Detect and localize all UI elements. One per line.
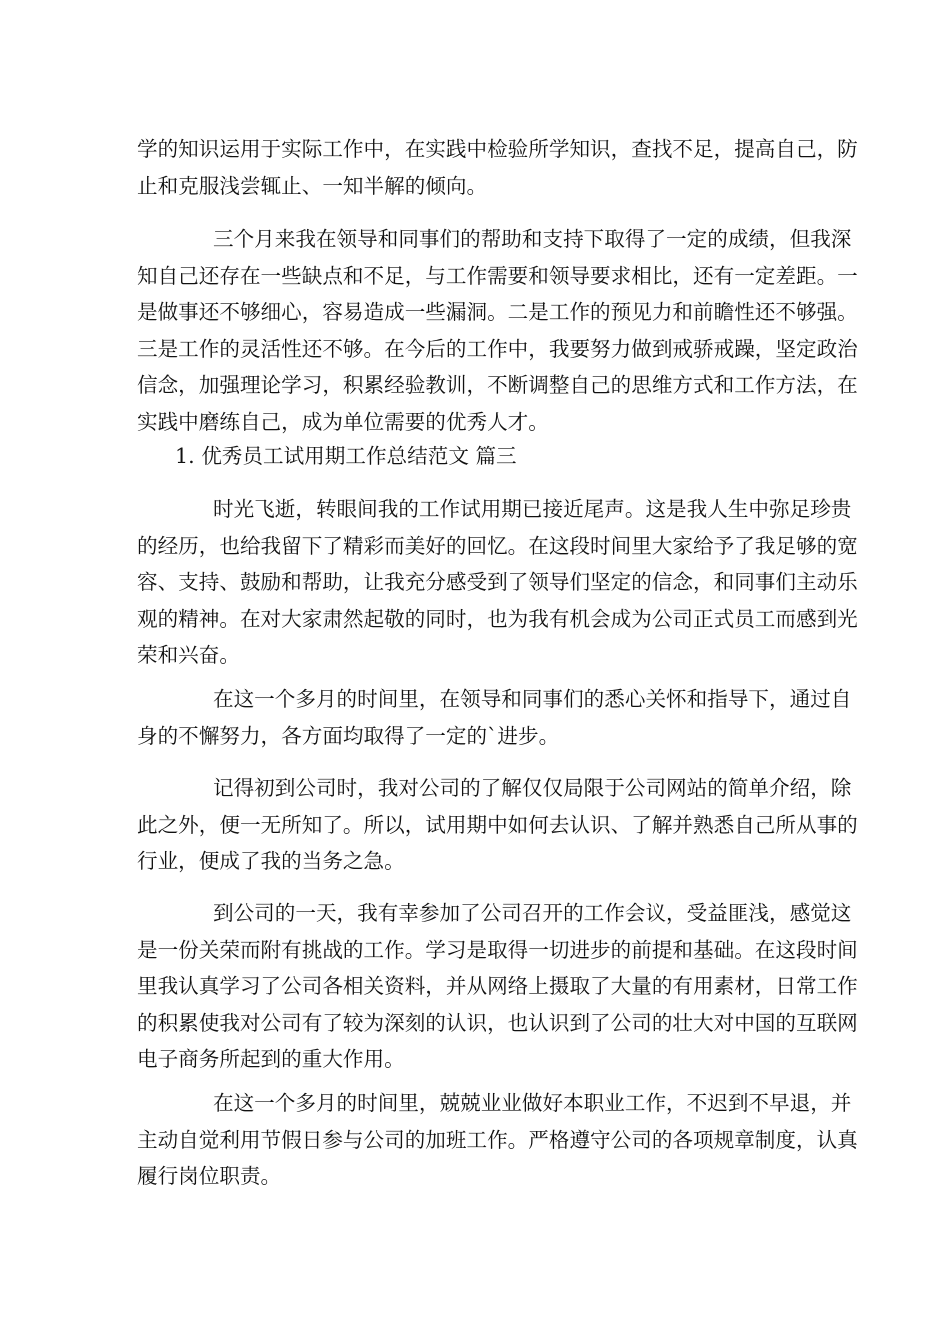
- text-line: 的经历，也给我留下了精彩而美好的回忆。在这段时间里大家给予了我足够的宽: [137, 533, 858, 558]
- text-line: 实践中磨练自己，成为单位需要的优秀人才。: [137, 409, 549, 434]
- text-line: 容、支持、鼓励和帮助，让我充分感受到了领导们坚定的信念，和同事们主动乐: [137, 570, 858, 594]
- text-line: 记得初到公司时，我对公司的了解仅仅局限于公司网站的简单介绍，除: [213, 776, 852, 800]
- paragraph: [137, 681, 852, 754]
- text-line: 里我认真学习了公司各相关资料，并从网络上摄取了大量的有用素材，日常工作: [137, 974, 858, 998]
- text-line: 身的不懈努力，各方面均取得了一定的`进步。: [137, 723, 560, 748]
- text-line: 止和克服浅尝辄止、一知半解的倾向。: [137, 173, 488, 198]
- text-line: 此之外，便一无所知了。所以，试用期中如何去认识、了解并熟悉自己所从事的: [137, 812, 858, 837]
- paragraph: [137, 1085, 858, 1195]
- text-line: 是一份关荣而附有挑战的工作。学习是取得一切进步的前提和基础。在这段时间: [137, 937, 858, 962]
- text-line: 在这一个多月的时间里，在领导和同事们的悉心关怀和指导下，通过自: [213, 687, 852, 711]
- text-line: 三个月来我在领导和同事们的帮助和支持下取得了一定的成绩，但我深: [213, 227, 852, 251]
- text-line: 信念，加强理论学习，积累经验教训，不断调整自己的思维方式和工作方法，在: [137, 373, 858, 397]
- text-line: 行业，便成了我的当务之急。: [137, 849, 405, 873]
- paragraph: [137, 491, 858, 674]
- paragraph: [137, 221, 858, 440]
- text-line: 在这一个多月的时间里，兢兢业业做好本职业工作，不迟到不早退，并: [213, 1091, 852, 1115]
- text-line: 学的知识运用于实际工作中，在实践中检验所学知识，查找不足，提高自己，防: [137, 137, 858, 161]
- text-line: 电子商务所起到的重大作用。: [137, 1047, 405, 1071]
- text-line: 时光飞逝，转眼间我的工作试用期已接近尾声。这是我人生中弥足珍贵: [213, 497, 852, 521]
- section-heading: 1. 优秀员工试用期工作总结范文 篇三: [175, 444, 517, 468]
- text-line: 到公司的一天，我有幸参加了公司召开的工作会议，受益匪浅，感觉这: [213, 901, 852, 925]
- text-line: 履行岗位职责。: [137, 1164, 282, 1188]
- text-line: 主动自觉利用节假日参与公司的加班工作。严格遵守公司的各项规章制度，认真: [137, 1127, 858, 1152]
- paragraph: [137, 770, 858, 880]
- text-line: 荣和兴奋。: [137, 643, 240, 667]
- paragraph-continuation: [137, 131, 858, 204]
- text-line: 观的精神。在对大家肃然起敬的同时，也为我有机会成为公司正式员工而感到光: [137, 606, 858, 631]
- text-line: 知自己还存在一些缺点和不足，与工作需要和领导要求相比，还有一定差距。一: [137, 263, 858, 288]
- text-line: 是做事还不够细心，容易造成一些漏洞。二是工作的预见力和前瞻性还不够强。: [137, 300, 858, 324]
- text-line: 三是工作的灵活性还不够。在今后的工作中，我要努力做到戒骄戒躁，坚定政治: [137, 336, 858, 361]
- text-line: 的积累使我对公司有了较为深刻的认识，也认识到了公司的壮大对中国的互联网: [137, 1010, 858, 1035]
- paragraph: [137, 895, 858, 1078]
